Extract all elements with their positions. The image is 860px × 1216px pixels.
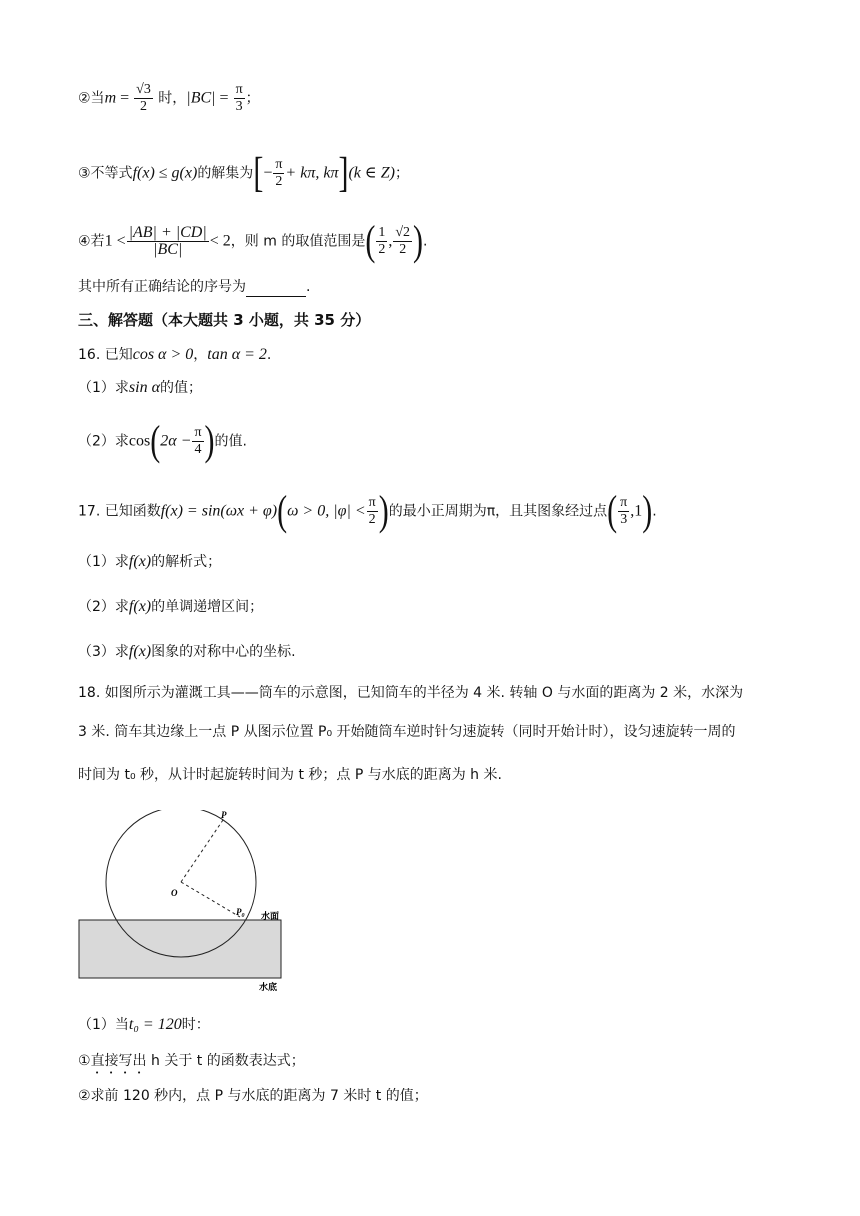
water-region xyxy=(79,920,281,978)
q18-line-3: 时间为 t₀ 秒，从计时起旋转时间为 t 秒；点 P 与水底的距离为 h 米. xyxy=(78,767,502,783)
q16-part1: （1）求sin α的值； xyxy=(78,379,202,396)
answer-prompt: 其中所有正确结论的序号为 . xyxy=(78,279,311,295)
fraction: $\frac{\pi}{3}$ xyxy=(235,82,243,114)
q17-part3: （3）求f(x)图象的对称中心的坐标. xyxy=(78,643,296,660)
fraction: $\frac{√2}{2}$ xyxy=(395,225,411,257)
radius-to-P xyxy=(181,820,223,882)
fraction: $\frac{|AB| + |CD|}{|BC|}$ xyxy=(128,224,207,258)
section-title: 三、解答题（本大题共 3 小题，共 35 分） xyxy=(78,311,371,329)
q18-sub-2: ②求前 120 秒内，点 P 与水底的距离为 7 米时 t 的值； xyxy=(78,1088,428,1104)
label-P: P xyxy=(221,810,227,820)
fraction: $\frac{\pi}{2}$ xyxy=(275,157,283,189)
label-bottom: 水底 xyxy=(259,983,278,993)
fraction: $\frac{\pi}{2}$ xyxy=(368,495,376,527)
label-O: O xyxy=(171,888,178,898)
q17-part1: （1）求f(x)的解析式； xyxy=(78,553,222,570)
label-surface: 水面 xyxy=(261,912,280,922)
statement-4: ④若1 < $\frac{|AB| + |CD|}{|BC|}$ < 2，则 m 的取值范围是( $\frac{1}{2}$ , $\frac{√2}{2}$ ). xyxy=(78,217,428,264)
label-P0: $P_0$ xyxy=(236,907,245,919)
q17-stem: 17. 已知函数f(x) = sin(ωx + φ)(ω > 0, |φ| < $\frac{\pi}{2}$ )的最小正周期为π，且其图象经过点( $\frac{\pi}{3}$ ,1). xyxy=(78,487,657,534)
q18-sub-1: ①直接写出 h 关于 t 的函数表达式； xyxy=(78,1053,305,1069)
fraction: $\frac{\pi}{4}$ xyxy=(194,425,202,457)
radius-to-P0 xyxy=(181,882,240,917)
q16-part2: （2）求cos(2α − $\frac{\pi}{4}$ )的值. xyxy=(78,417,247,464)
statement-2: ②当m = $\frac{√3}{2}$ 时，|BC| = $\frac{\pi}{3}$ ； xyxy=(78,82,260,114)
fraction: $\frac{√3}{2}$ xyxy=(136,82,151,114)
q17-part2: （2）求f(x)的单调递增区间； xyxy=(78,598,264,615)
statement-3: ③不等式f(x) ≤ g(x)的解集为[− $\frac{\pi}{2}$ + kπ, kπ](k ∈ Z)； xyxy=(78,149,409,196)
answer-blank[interactable] xyxy=(246,282,306,297)
fraction: $\frac{\pi}{3}$ xyxy=(620,495,628,527)
waterwheel-figure xyxy=(75,810,290,995)
q18-line-1: 18. 如图所示为灌溉工具——筒车的示意图，已知筒车的半径为 4 米. 转轴 O 与水面的距离为 2 米，水深为 xyxy=(78,685,744,701)
q18-line-2: 3 米. 筒车其边缘上一点 P 从图示位置 P₀ 开始随筒车逆时针匀速旋转（同时开始计时），设匀速旋转一周的 xyxy=(78,724,736,740)
q16-stem: 16. 已知cos α > 0，tan α = 2. xyxy=(78,346,272,363)
q18-part1: （1）当t₀ = 120时： xyxy=(78,1016,210,1033)
fraction: $\frac{1}{2}$ xyxy=(378,225,386,257)
